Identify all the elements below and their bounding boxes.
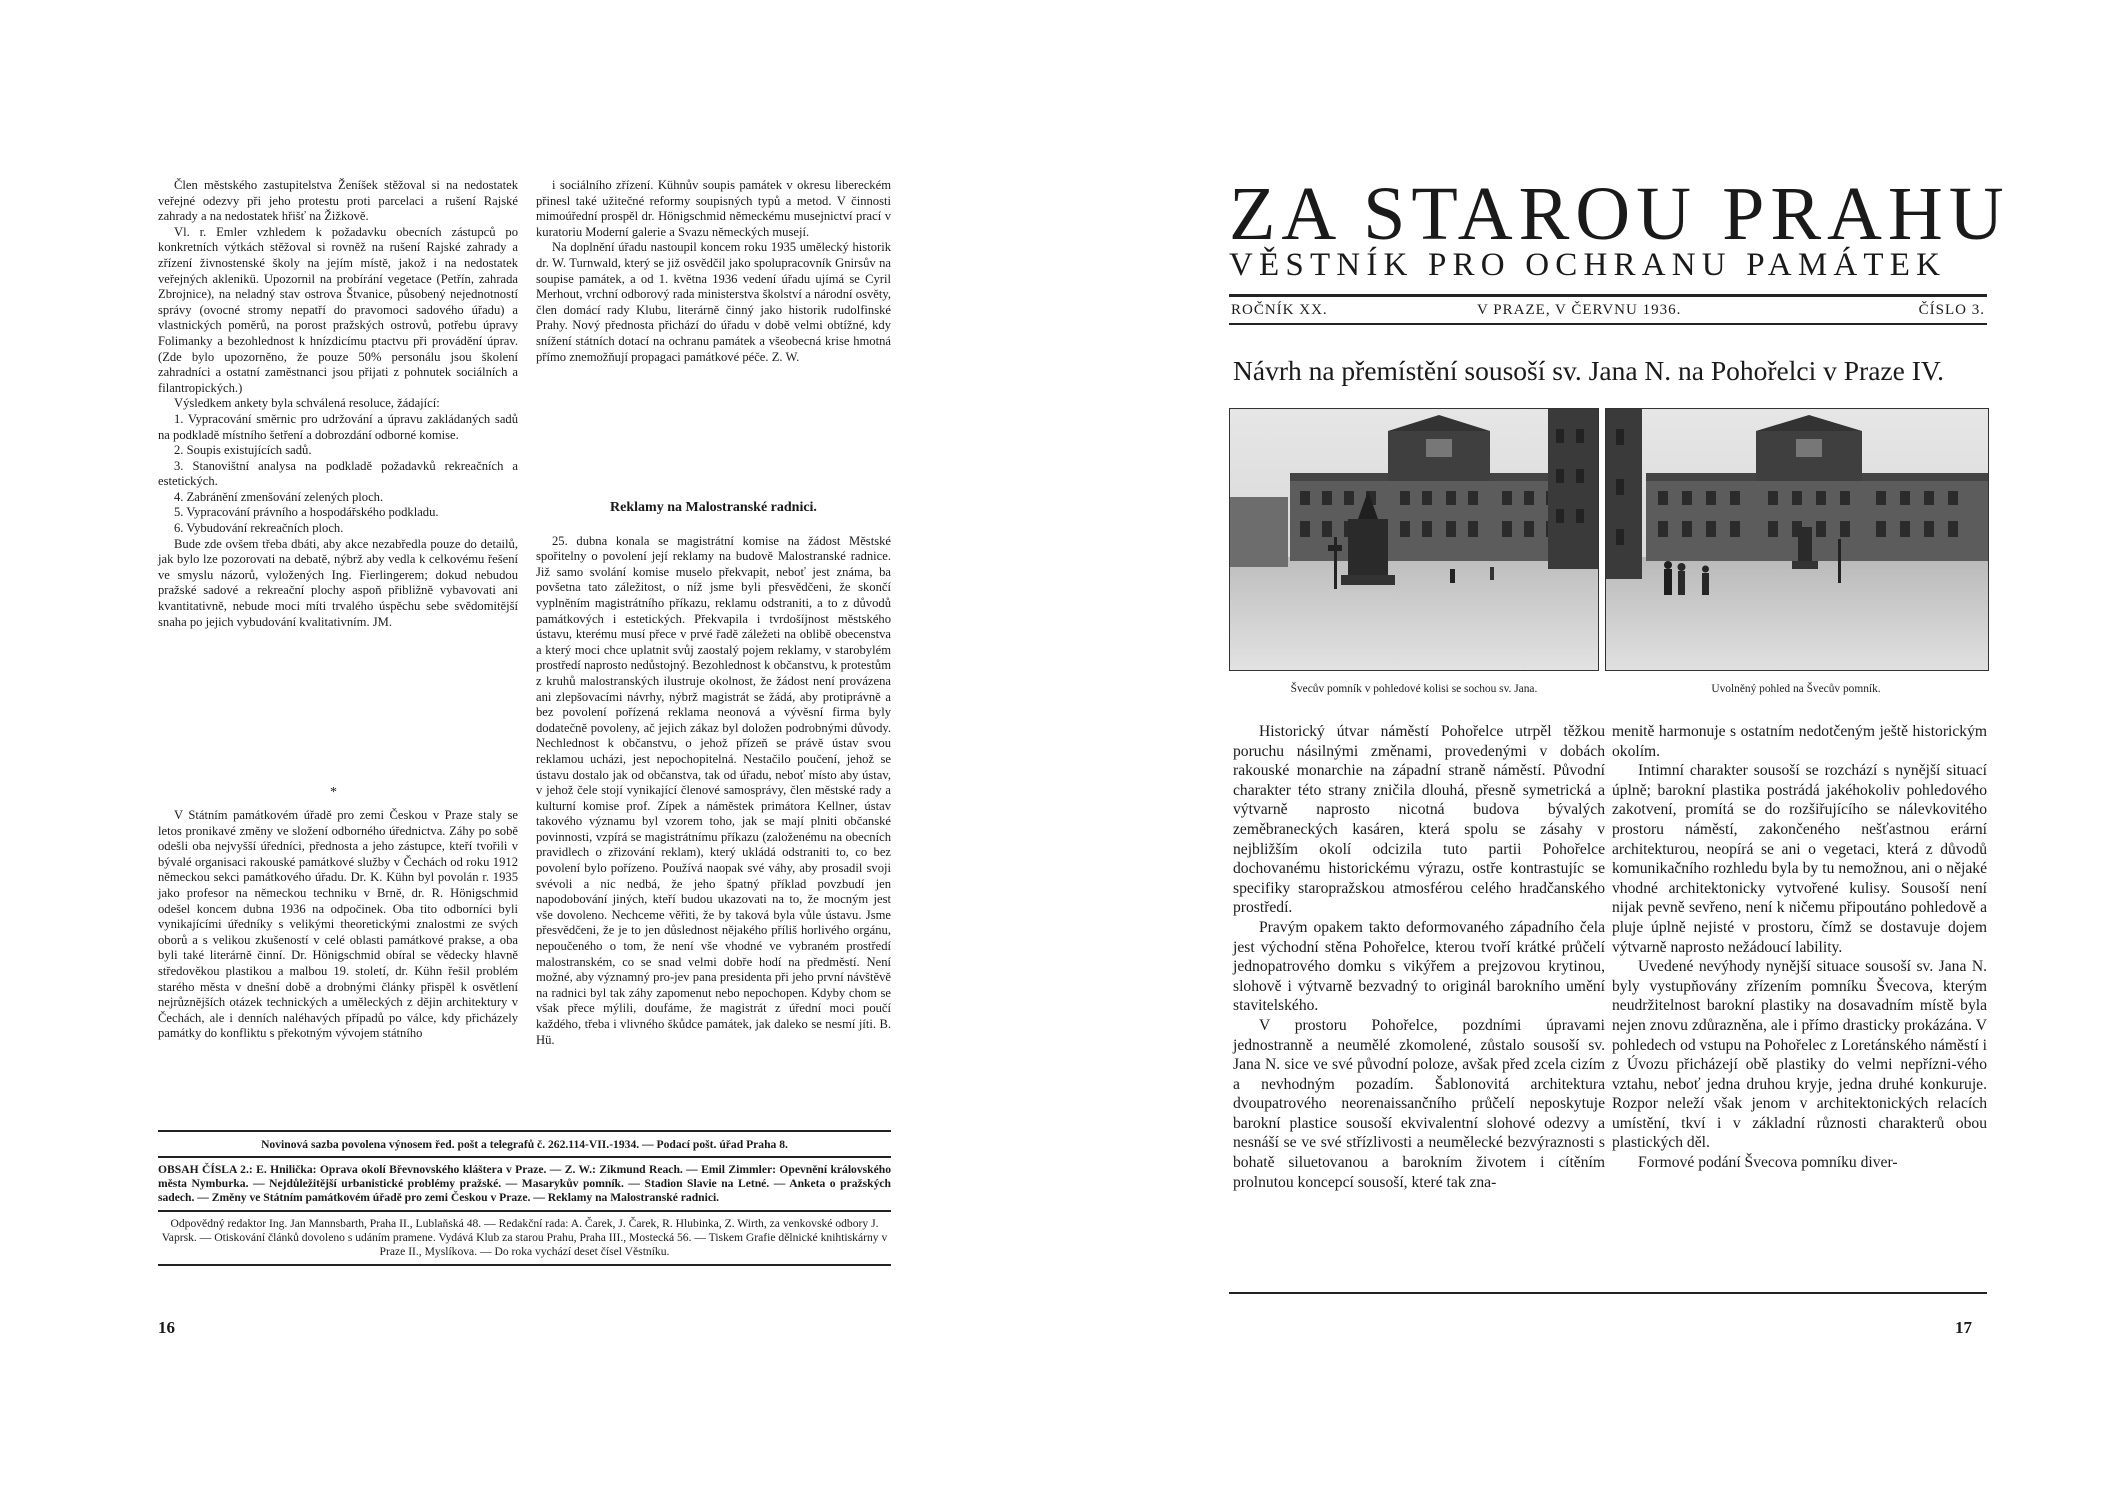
paragraph: V prostoru Pohořelce, pozdními úpravami jednostranně a neumělé zkomolené, zůstalo sousoší sv. Jana N. sice ve své původní poloze, avšak před zcela cizím a nevhodným pozadím. Šablonovitá architektura dvoupatrového neorenaissančního průčelí neposkytuje barokní plastice sousoší ekvivalentní slohové odezvy a nesnáší se ve své střízlivosti a neumělecké bezvýraznosti s bohatě siluetovanou a barokním životem i cítěním prolnutou koncepcí sousoší, které tak zna- <box>1233 1016 1605 1191</box>
page-number-left: 16 <box>158 1318 175 1337</box>
photo-pohorelec-unobstructed <box>1605 408 1989 671</box>
postal-notice: Novinová sazba povolena výnosem řed. pošt a telegrafů č. 262.114-VII.-1934. — Podací pošt. úřad Praha 8. <box>261 1138 788 1151</box>
paragraph: 5. Vypracování právního a hospodářského podkladu. <box>174 505 439 520</box>
issue-place-date: V PRAZE, V ČERVNU 1936. <box>1477 302 1682 318</box>
masthead-subtitle: VĚSTNÍK PRO OCHRANU PAMÁTEK <box>1229 247 1947 283</box>
reklamy-article-text <box>536 534 891 1049</box>
article-title: Návrh na přemístění sousoší sv. Jana N. na Pohořelci v Praze IV. <box>1233 355 1945 386</box>
footer-rule <box>158 1264 891 1266</box>
paragraph: Historický útvar náměstí Pohořelce utrpěl těžkou poruchu násilnými změnami, provedenými v dobách rakouské monarchie na západní straně náměstí. Původní charakter této strany zničila dlouhá, přesně symetrická a výtvarně naprosto nicotná budova bývalých zeměbraneckých kasáren, která spolu se zásahy v nejbližším okolí odcizila tuto partii Pohořelce dochovanému historickému výrazu, ostře kontrastujíc se specifiky staropražskou atmosférou celého hradčanského prostředí. <box>1233 723 1605 917</box>
photo-2-caption: Uvolněný pohled na Švecův pomník. <box>1711 683 1881 695</box>
paragraph: V Státním památkovém úřadě pro zemi Českou v Praze staly se letos pronikavé změny ve složení odborného úřednictva. Záhy po sobě odešli oba nejvyšší úředníci, přednosta a jeho zástupce, kteří tvořili v bývalé organisaci rakouské památkové služby v Čechách od roku 1912 německou sekci památkového úřadu. Dr. K. Kühn byl povolán r. 1935 jako profesor na německou techniku v Brně, dr. R. Hönigschmid odešel koncem dubna 1936 na odpočinek. Oba tito odborníci byli vynikajícími úředníky s velikými theoretickými znalostmi ze svých oborů a s velikou zkušeností v celé oblasti památkové prakse, a oba byli také literárně činní. Dr. Hönigschmid obíral se vědecky hlavně středověkou plastikou a malbou 19. století, dr. Kühn řešil problém starého města v dnešní době a drobnými články přispěl k osvětlení nejrůznějších otázek technických a uměleckých z dějin architektury v Čechách, ale i denních naléhavých případů po válce, kdy přicházely památky do konfliktu s překotným vývojem státního <box>158 808 518 1041</box>
left-column-1-lower-text <box>158 808 518 1042</box>
left-column-2-lower <box>536 480 891 1048</box>
paragraph: Formové podání Švecova pomníku diver- <box>1638 1154 1898 1172</box>
paragraph: Intimní charakter sousoší se rozchází s nynější situací úplně; barokní plastika postrádá jakéhokoliv pohledového zakotvení, promítá se do rozšiřujícího se nálevkovitého prostoru náměstí, zakončeného nešťastnou erární architekturou, neopírá se ani o vegetaci, která z důvodů komunikačního rozhledu byla by tu nemožnou, ani o nějaké vhodné architektonicky vytvořené kulisy. Sousoší není nijak pevně sevřeno, není k ničemu připoutáno pohledově a pluje úplně nejisté v prostoru, čímž se dostavuje dojem výtvarně naprosto nežádoucí lability. <box>1612 762 1987 956</box>
paragraph: Na doplnění úřadu nastoupil koncem roku 1935 umělecký historik dr. W. Turnwald, který se již osvědčil jako spolupracovník Gnirsův na soupise památek, a od 1. května 1936 vedení úřadu ujímá se Cyril Merhout, vrchní odborový rada ministerstva školství a národní osvěty, člen domácí rady Klubu, literárně činný jako historik rudolfinské Prahy. Nový přednosta přichází do úřadu v době velmi obtížné, kdy snížení státních dotací na ochranu památek a všeobecná krise hmotná přímo znemožňují propagaci památkové péče. Z. W. <box>536 240 891 364</box>
section-separator-asterisk: * <box>330 785 337 800</box>
page-number-right: 17 <box>1955 1318 1972 1337</box>
paragraph: 1. Vypracování směrnic pro udržování a úpravu zakládaných sadů na podkladě místního šetření a dobrozdání odborné komise. <box>158 411 518 442</box>
paragraph: i sociálního zřízení. Kühnův soupis památek v okresu libereckém přinesl také užitečné reformy soupisných typů a metod. V činnosti mimoúřední prospěl dr. Hönigschmid německému musejnictví prací v kuratoriu Moderní galerie a Svazu německých musejí. <box>536 178 891 239</box>
masthead-rule-top <box>1229 294 1987 297</box>
paragraph: 2. Soupis existujících sadů. <box>174 443 312 458</box>
paragraph: 4. Zabránění zmenšování zelených ploch. <box>174 489 384 504</box>
paragraph: Výsledkem ankety byla schválená resoluce, žádající: <box>174 396 440 411</box>
issue-number: ČÍSLO 3. <box>1918 302 1985 318</box>
paragraph: 25. dubna konala se magistrátní komise na žádost Městské spořitelny o povolení její reklamy na budově Malostranské radnice. Již samo svolání komise muselo překvapit, neboť jest známa, ba povšetna tato záležitost, o níž jsme byli přesvědčeni, že skončí vyplněním magistrátního příkazu, reklamu odstraniti, a to z důvodů památkových i estetických. Překvapila i tvrdošíjnost městského ústavu, kterému musí přece v prvé řadě záležeti na oblibě obecenstva a který moci chce uplatnit svůj zaostalý pojem reklamy, v starobylém prostředí naprosto nedůstojný. Bezohlednost k občanstvu, k protestům z kruhů malostranských ilustruje okolnost, že žádost není provázena ani zlepšovacími návrhy, nýbrž magistrát se žádá, aby protiprávně a bez povolení pořízená reklama neonová a vývěsní firma byly dodatečně povoleny, ač jejich zákaz byl doložen podrobnými důvody. Nechlednost k občanstvu, o jehož přízeň se právě ústav svou reklamou ucházi, jest nepochopitelná. Nestačilo poučení, jehož se ústavu dostalo jak od občanstva, tak od úřadu, neboť místo aby ústav, v jehož čele stojí vynikající členové samosprávy, člen městské rady a kulturní komise prof. Zípek a náměstek primátora Kellner, ústav takového významu byl vzorem toho, jak se mají plniti občanské povinnosti, vzpírá se magistrátnímu příkazu (založenému na obecních pravidlech o zřizování reklam), který ukládá odstraniti to, co bez povolení bylo pořízeno. Používá naopak své váhy, aby prosadil svoji svévoli a nic nedbá, že jeho špatný příklad povzbudí jen napodobování jiných, kteří budou ukazovati na to, že mocným jest vše dovoleno. Nechceme věřiti, že by taková byla vůle ústavu. Jsme přesvědčeni, že je to jen důslednost nějakého příliš horlivého orgánu, nepoučeného o tom, že není vše vhodné ve vybraném prostředí malostranském, co se snad velmi dobře hodí na předměstí. Není možné, aby významný pro-jev pana presidenta při jeho první návštěvě na radnici byl tak záhy zapomenut nebo nepochopen. Kdyby chom se však přece mýlili, doufáme, že magistrát z úřední moci poučí každého, třeba i vlivného škůdce památek, jak daleko se nesmí jíti. B. Hü. <box>536 533 891 1047</box>
left-footer <box>158 1132 891 1266</box>
paragraph: Uvedené nevýhody nynější situace sousoší sv. Jana N. byly vystupňovány zřízením pomníku Švecova, kterým neudržitelnost barokní plastiky na dosavadním místě byla nejen znovu zdůrazněna, ale i přímo drasticky prokázána. V pohledech od vstupu na Pohořelec z Loretánského náměstí i z Úvozu přicházejí obě plastiky do velmi nepřízni-vého vztahu, neboť jedna druhou kryje, jedna druhé konkuruje. Rozpor neleží však jenom v architektonických relacích umístění, tkví i v základní různosti charakterů obou plastických děl. <box>1612 958 1987 1152</box>
photo-1-image <box>1230 409 1598 670</box>
photo-2-image <box>1606 409 1988 670</box>
masthead-title: ZA STAROU PRAHU <box>1229 172 2010 256</box>
photo-pohorelec-with-statue <box>1229 408 1599 671</box>
paragraph: Člen městského zastupitelstva Ženíšek stěžoval si na nedostatek veřejné odezvy při jeho protestu proti parcelaci a rušení Rajské zahrady a na nedostatek hřišť na Žižkově. <box>158 178 518 224</box>
masthead-rule-bottom <box>1229 323 1987 325</box>
paragraph: Vl. r. Emler vzhledem k požadavku obecních zástupců po konkretních výtkách stěžoval si rovněž na rušení Rajské zahrady a zřízení živnostenské školy na jejím místě, jakož i na nedostatek veřejných aklenikü. Upozornil na probírání vegetace (Petřín, zahrada Zbrojnice), na neladný stav ostrova Štvanice, působený nejednotností správy (ovocné stromy nepatří do pravomoci sadového úřadu) a vlastnických poměrů, na porost pražských ostrovů, potřebu úpravy Folimanky a bezohlednost k hnízdicímu ptactvu při provádění úprav. (Zde bylo upozorněno, že pouze 50% personálu jsou školení zahradníci a ostatní zaměstnanci jsou přijati z pohnutek sociálních a filantropických.) <box>158 224 518 395</box>
photo-1-caption: Švecův pomník v pohledové kolisi se sochou sv. Jana. <box>1290 683 1538 695</box>
left-column-1-text <box>158 178 518 630</box>
right-column-2-text <box>1612 722 1987 1173</box>
right-column-1-text <box>1233 722 1605 1192</box>
paragraph: Bude zde ovšem třeba dbáti, aby akce nezabředla pouze do detailů, jak bylo lze pozorovati na debatě, nýbrž aby vedla k celkovému řešení ve smyslu názorů, vyložených Ing. Fierlingerem; dokud nebudou pražské sadové a rekreační plochy aspoň přibližně vybavovati ani kvantitativně, nebude moci míti trvalého úspěchu sebe svědomitější snaha po jejich vybudování kvalitativním. JM. <box>158 536 518 629</box>
paragraph: menitě harmonuje s ostatním nedotčeným ještě historickým okolím. <box>1612 723 1987 760</box>
left-column-2-text <box>536 178 891 365</box>
paragraph: 6. Vybudování rekreačních ploch. <box>174 521 344 536</box>
right-bottom-rule <box>1229 1292 1987 1294</box>
imprint: Odpovědný redaktor Ing. Jan Mannsbarth, Praha II., Lublaňská 48. — Redakční rada: A. Čarek, J. Čarek, R. Hlubinka, Z. Wirth, za venkovské odbory J. Vaprsk. — Otiskování článků dovoleno s udáním pramene. Vydává Klub za starou Prahu, Praha III., Mostecká 56. — Tiskem Grafie dělnické knihtiskárny v Praze II., Myslíkova. — Do roka vychází deset čísel Věstníku. <box>161 1216 888 1259</box>
right-page <box>1057 0 2114 1500</box>
issue-volume: ROČNÍK XX. <box>1231 302 1328 318</box>
paragraph: 3. Stanovištní analysa na podkladě požadavků rekreačních a estetických. <box>158 458 518 489</box>
section-heading: Reklamy na Malostranské radnici. <box>610 500 817 515</box>
paragraph: Pravým opakem takto deformovaného západního čela jest východní stěna Pohořelce, kterou tvoří krátké průčelí jednopatrového domku s vikýřem a prejzovou krytinou, slohově i výtvarně bezvadný to originál barokního umění stavitelského. <box>1233 918 1605 1015</box>
table-of-contents: OBSAH ČÍSLA 2.: E. Hnilička: Oprava okolí Břevnovského kláštera v Praze. — Z. W.: Zikmund Reach. — Emil Zimmler: Opevnění královského města Nymburka. — Nejdůležitější urbanistické problémy pražské. — Masarykův pomník. — Stadion Slavie na Letné. — Anketa o pražských sadech. — Změny ve Státním památkovém úřadě pro zemi Českou v Praze. — Reklamy na Malostranské radnici. <box>158 1162 891 1205</box>
